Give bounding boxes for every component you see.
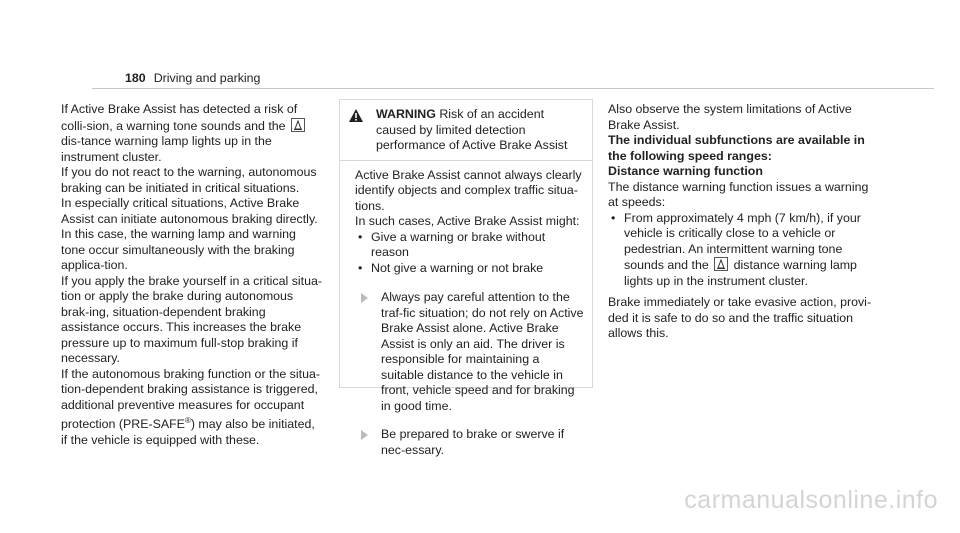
column-left [61, 102, 323, 448]
bullet-dot-icon: • [358, 260, 363, 275]
list-item [608, 211, 878, 290]
text: distance warning lamp lights up in the instrument cluster. [624, 258, 857, 288]
text: If Active Brake Assist has detected a risk of colli-sion, a warning tone sounds and the [61, 102, 298, 133]
paragraph: If you do not react to the warning, autonomous braking can be initiated in critical situations. [61, 165, 317, 195]
text: dis-tance warning lamp lights up in the instrument cluster. [61, 134, 272, 164]
header-rule [92, 88, 934, 89]
paragraph [61, 367, 323, 449]
paragraph: If you apply the brake yourself in a critical situa-tion or apply the brake during autonomous brak-ing, situation-dependent braking assistance occurs. This increases the brake pressure up to maximum full-stop braking if necessary. [61, 273, 323, 365]
list-item [355, 230, 584, 261]
text: If the autonomous braking function or the situa-tion-dependent braking assistance is triggered, additional preventive measures for occupant protection (PRE-SAFE [61, 366, 320, 432]
distance-warning-lamp-icon [291, 118, 305, 132]
text: Give a warning or brake without reason [371, 229, 546, 259]
paragraph: Active Brake Assist cannot always clearly identify objects and complex traffic situa-tions. [355, 167, 582, 213]
warning-heading [376, 107, 584, 154]
subheading: The individual subfunctions are available in the following speed ranges: [608, 133, 865, 163]
instruction-step [355, 290, 584, 414]
paragraph: The distance warning function issues a warning at speeds: [608, 179, 869, 209]
paragraph: Brake immediately or take evasive action, provi-ded it is safe to do so and the traffic situation allows this. [608, 295, 872, 340]
registered-mark: ® [184, 416, 191, 425]
bullet-dot-icon: • [358, 229, 363, 244]
step-arrow-icon [361, 293, 368, 303]
distance-warning-lamp-icon [714, 257, 728, 271]
paragraph: In such cases, Active Brake Assist might: [355, 214, 580, 228]
section-title: Driving and parking [153, 71, 261, 85]
text: Always pay careful attention to the traf-fic situation; do not rely on Active Brake Assist alone. Active Brake Assist is only an aid. The driver is responsible for maintaining a suitable distance to the vehicle in front, vehicle speed and for braking in good time. [381, 290, 584, 413]
warning-body [340, 161, 592, 459]
paragraph [61, 102, 323, 165]
watermark: carmanualsonline.info [684, 486, 938, 514]
paragraph: In especially critical situations, Active Brake Assist can initiate autonomous braking directly. In this case, the warning lamp and warning tone occur simultaneously with the braking applica-tion. [61, 196, 318, 272]
bullet-list [608, 211, 878, 290]
bullet-list [355, 230, 584, 277]
paragraph: Also observe the system limitations of Active Brake Assist. [608, 102, 852, 132]
page-number: 180 [125, 71, 146, 85]
instruction-step [355, 427, 584, 458]
text: Not give a warning or not brake [371, 260, 544, 275]
list-item [355, 261, 584, 277]
warning-header [340, 100, 592, 161]
warning-title: Risk of an accident caused by limited detection performance of Active Brake Assist [376, 107, 568, 152]
subheading: Distance warning function [608, 164, 763, 178]
page-header [125, 71, 260, 87]
warning-label: WARNING [376, 107, 436, 121]
text: From approximately 4 mph (7 km/h), if your vehicle is critically close to a vehicle or pedestrian. An intermittent warning tone sounds and the [624, 210, 861, 272]
step-arrow-icon [361, 430, 368, 440]
text: Be prepared to brake or swerve if nec-essary. [381, 427, 565, 457]
column-right [608, 102, 878, 342]
warning-triangle-icon [348, 108, 364, 123]
text: ) may also be initiated, if the vehicle is equipped with these. [61, 417, 315, 447]
bullet-dot-icon: • [611, 210, 616, 225]
warning-box [339, 99, 593, 457]
